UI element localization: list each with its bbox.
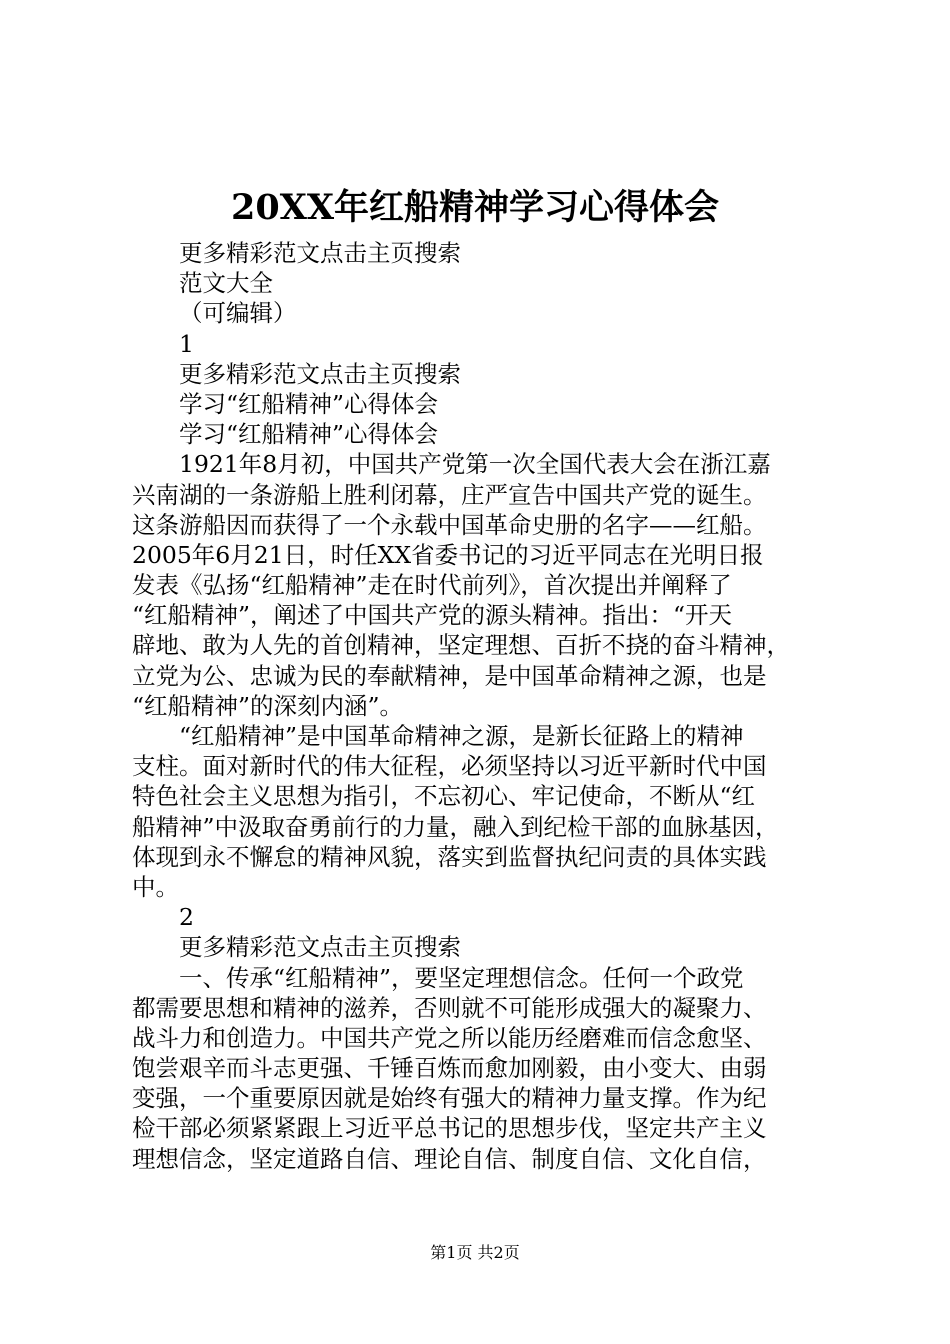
text-line: 检干部必须紧紧跟上习近平总书记的思想步伐，坚定共产主义 — [132, 1114, 767, 1143]
text-line: 理想信念，坚定道路自信、理论自信、制度自信、文化自信， — [132, 1144, 767, 1173]
text-line: 中。 — [132, 872, 179, 901]
page-footer: 第1页 共2页 — [430, 1243, 520, 1262]
text-line: 范文大全 — [179, 269, 273, 298]
document-title: 20XX年红船精神学习心得体会 — [230, 187, 720, 228]
text-line: “红船精神”的深刻内涵”。 — [132, 691, 404, 720]
text-line: 特色社会主义思想为指引，不忘初心、牢记使命，不断从“红 — [132, 782, 756, 811]
text-line: 发表《弘扬“红船精神”走在时代前列》，首次提出并阐释了 — [132, 571, 732, 600]
text-line: 学习“红船精神”心得体会 — [179, 389, 439, 418]
text-line: 2005年6月21日，时任XX省委书记的习近平同志在光明日报 — [132, 540, 764, 569]
text-line: 辟地、敢为人先的首创精神，坚定理想、百折不挠的奋斗精神， — [132, 631, 790, 660]
text-line: 学习“红船精神”心得体会 — [179, 420, 439, 449]
text-line: 更多精彩范文点击主页搜索 — [179, 239, 461, 267]
text-line: 体现到永不懈怠的精神风貌，落实到监督执纪问责的具体实践 — [132, 842, 767, 871]
text-line: “红船精神”，阐述了中国共产党的源头精神。指出：“开天 — [132, 601, 733, 630]
text-line: 更多精彩范文点击主页搜索 — [179, 933, 461, 962]
text-line: 战斗力和创造力。中国共产党之所以能历经磨难而信念愈坚、 — [132, 1023, 767, 1052]
text-line: 立党为公、忠诚为民的奉献精神，是中国革命精神之源，也是 — [132, 661, 767, 690]
text-line: 变强，一个重要原因就是始终有强大的精神力量支撑。作为纪 — [132, 1084, 767, 1113]
text-line: 都需要思想和精神的滋养，否则就不可能形成强大的凝聚力、 — [132, 993, 767, 1022]
text-line: 2 — [179, 903, 194, 932]
text-line: 兴南湖的一条游船上胜利闭幕，庄严宣告中国共产党的诞生。 — [132, 480, 767, 509]
text-line: 这条游船因而获得了一个永载中国革命史册的名字——红船。 — [132, 510, 767, 539]
text-line: 饱尝艰辛而斗志更强、千锤百炼而愈加刚毅，由小变大、由弱 — [132, 1054, 767, 1083]
text-line: 1 — [179, 329, 194, 358]
text-line: 更多精彩范文点击主页搜索 — [179, 359, 461, 388]
text-line: “红船精神”是中国革命精神之源，是新长征路上的精神 — [179, 722, 744, 750]
text-line: 支柱。面对新时代的伟大征程，必须坚持以习近平新时代中国 — [132, 752, 767, 781]
text-line: 1921年8月初，中国共产党第一次全国代表大会在浙江嘉 — [179, 450, 771, 479]
text-line: 船精神”中汲取奋勇前行的力量，融入到纪检干部的血脉基因， — [132, 812, 779, 841]
text-line: （可编辑） — [179, 299, 297, 328]
document-body — [132, 238, 832, 1174]
text-line: 一、传承“红船精神”，要坚定理想信念。任何一个政党 — [179, 963, 744, 992]
